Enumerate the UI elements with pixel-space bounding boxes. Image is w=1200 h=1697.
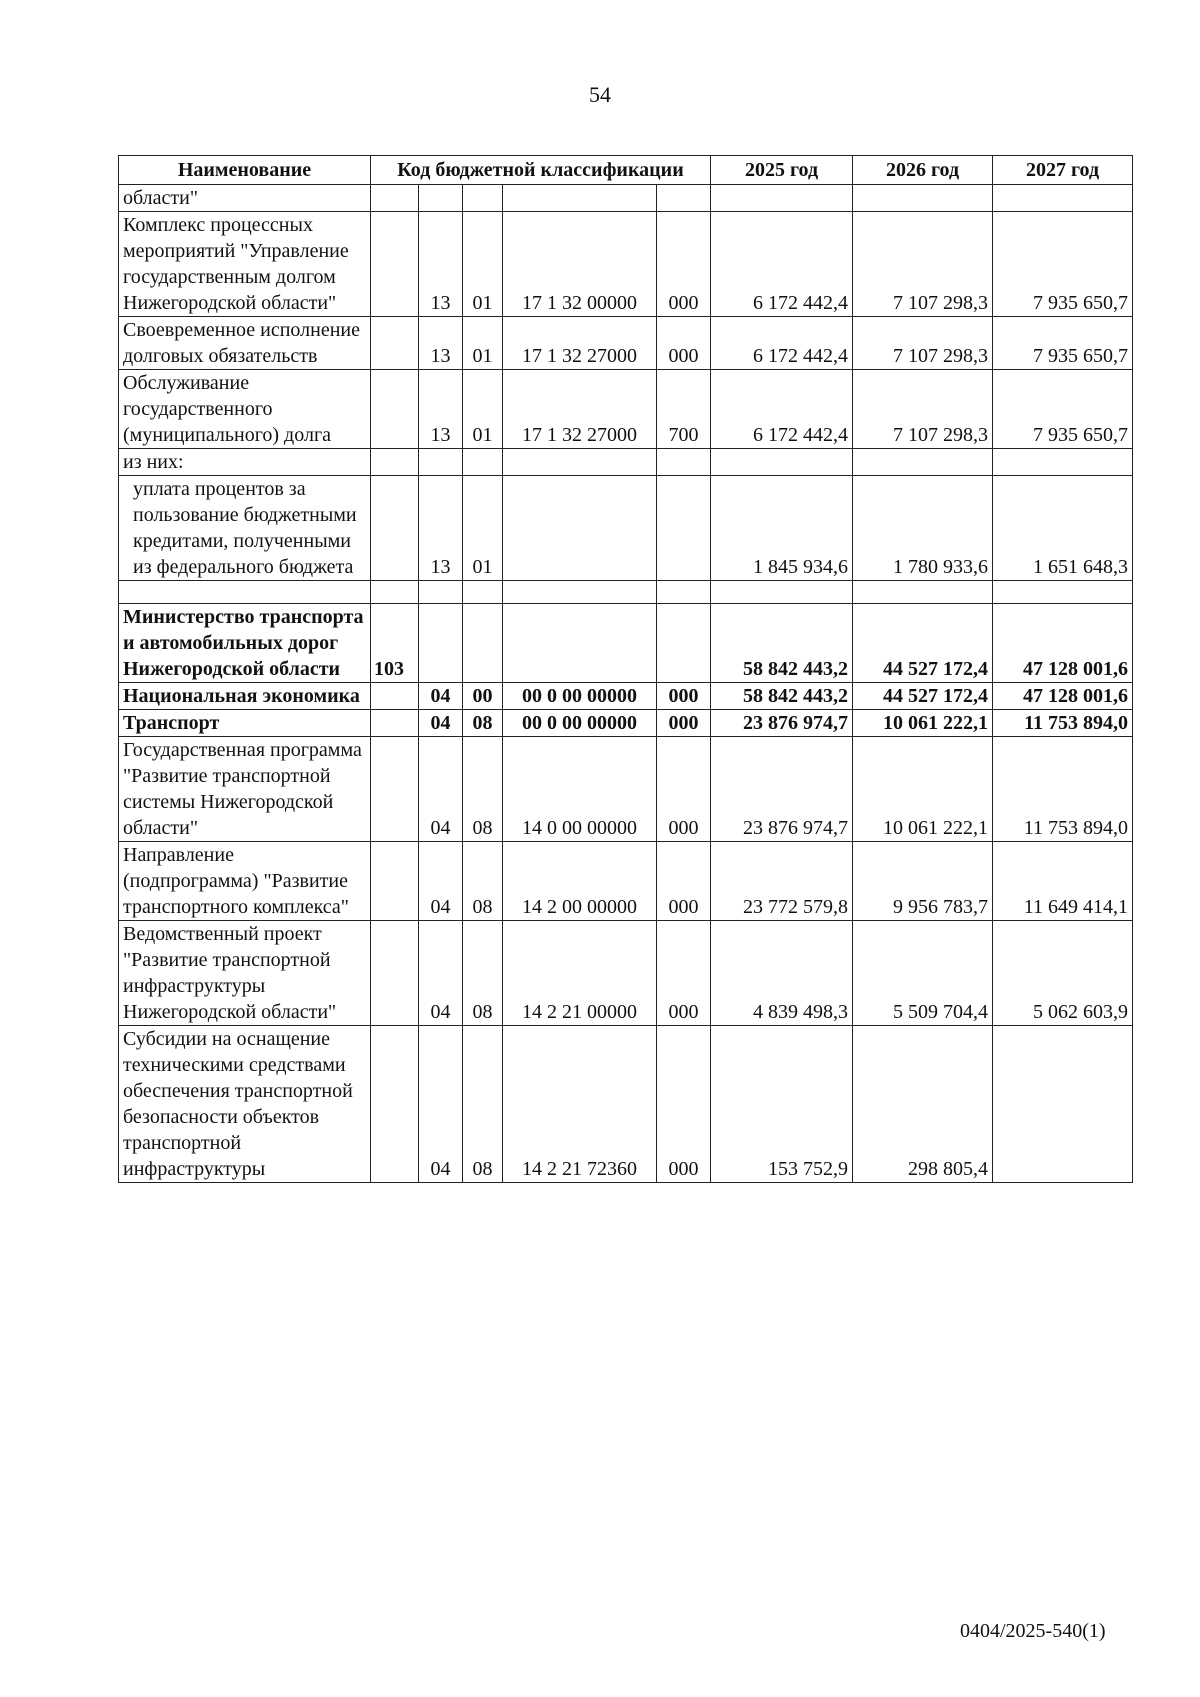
table-row [119, 370, 1133, 449]
row-2025: 23 876 974,7 [711, 710, 853, 737]
row-2026: 7 107 298,3 [853, 317, 993, 370]
row-vr: 000 [657, 842, 711, 921]
table-row [119, 449, 1133, 476]
row-vr: 000 [657, 317, 711, 370]
row-name [119, 581, 371, 604]
row-2025: 1 845 934,6 [711, 476, 853, 581]
row-pr [463, 604, 503, 683]
row-vr [657, 604, 711, 683]
row-2026: 5 509 704,4 [853, 921, 993, 1026]
row-2027: 47 128 001,6 [993, 604, 1133, 683]
row-pr: 08 [463, 1026, 503, 1183]
row-2027: 1 651 648,3 [993, 476, 1133, 581]
row-ved [371, 581, 419, 604]
row-vr: 000 [657, 212, 711, 317]
row-name: Министерство транспорта и автомобильных дорог Нижегородской области [119, 604, 371, 683]
row-2027: 7 935 650,7 [993, 317, 1133, 370]
row-rz [419, 604, 463, 683]
row-ved [371, 476, 419, 581]
row-name: Государственная программа "Развитие транспортной системы Нижегородской области" [119, 737, 371, 842]
row-ved [371, 683, 419, 710]
table-row-ministry [119, 604, 1133, 683]
row-rz: 13 [419, 212, 463, 317]
row-rz [419, 449, 463, 476]
row-ved [371, 737, 419, 842]
table-row-section [119, 683, 1133, 710]
header-2026: 2026 год [853, 156, 993, 185]
row-2025 [711, 449, 853, 476]
row-pr: 08 [463, 710, 503, 737]
row-2027 [993, 581, 1133, 604]
row-2026: 9 956 783,7 [853, 842, 993, 921]
row-pr: 08 [463, 737, 503, 842]
row-rz: 04 [419, 842, 463, 921]
table-row [119, 1026, 1133, 1183]
row-2025: 4 839 498,3 [711, 921, 853, 1026]
row-2026 [853, 449, 993, 476]
row-2026: 44 527 172,4 [853, 604, 993, 683]
row-2027: 11 753 894,0 [993, 710, 1133, 737]
row-name: Субсидии на оснащение техническими средствами обеспечения транспортной безопасности объектов транспортной инфраструктуры [119, 1026, 371, 1183]
header-2025: 2025 год [711, 156, 853, 185]
row-vr: 000 [657, 1026, 711, 1183]
row-csr: 14 0 00 00000 [503, 737, 657, 842]
row-name: Своевременное исполнение долговых обязательств [119, 317, 371, 370]
row-pr: 01 [463, 476, 503, 581]
row-name: Ведомственный проект "Развитие транспортной инфраструктуры Нижегородской области" [119, 921, 371, 1026]
table-row [119, 842, 1133, 921]
row-rz [419, 581, 463, 604]
row-2025: 58 842 443,2 [711, 683, 853, 710]
table-row [119, 212, 1133, 317]
table-row [119, 476, 1133, 581]
row-rz: 04 [419, 921, 463, 1026]
row-2025: 6 172 442,4 [711, 370, 853, 449]
row-2027 [993, 185, 1133, 212]
row-csr [503, 185, 657, 212]
row-vr: 000 [657, 921, 711, 1026]
row-2027 [993, 1026, 1133, 1183]
row-2027: 11 753 894,0 [993, 737, 1133, 842]
table-row [119, 737, 1133, 842]
row-2025: 6 172 442,4 [711, 212, 853, 317]
row-ved [371, 1026, 419, 1183]
row-2026 [853, 581, 993, 604]
row-name: Комплекс процессных мероприятий "Управление государственным долгом Нижегородской области" [119, 212, 371, 317]
row-2025 [711, 581, 853, 604]
header-code: Код бюджетной классификации [371, 156, 711, 185]
row-csr [503, 449, 657, 476]
row-name: Национальная экономика [119, 683, 371, 710]
row-pr [463, 581, 503, 604]
row-vr: 700 [657, 370, 711, 449]
row-2025: 23 772 579,8 [711, 842, 853, 921]
row-2027: 7 935 650,7 [993, 370, 1133, 449]
row-rz: 04 [419, 1026, 463, 1183]
table-row [119, 317, 1133, 370]
row-2025: 153 752,9 [711, 1026, 853, 1183]
row-vr: 000 [657, 683, 711, 710]
budget-table [118, 155, 1133, 1183]
row-rz: 13 [419, 317, 463, 370]
row-2026: 10 061 222,1 [853, 737, 993, 842]
row-csr: 14 2 21 00000 [503, 921, 657, 1026]
table-row [119, 921, 1133, 1026]
row-csr: 14 2 00 00000 [503, 842, 657, 921]
row-name: Обслуживание государственного (муниципального) долга [119, 370, 371, 449]
row-2025: 6 172 442,4 [711, 317, 853, 370]
row-csr [503, 604, 657, 683]
row-vr: 000 [657, 710, 711, 737]
row-csr: 14 2 21 72360 [503, 1026, 657, 1183]
row-2026 [853, 185, 993, 212]
row-csr: 17 1 32 00000 [503, 212, 657, 317]
row-ved [371, 317, 419, 370]
table-row [119, 185, 1133, 212]
row-ved [371, 921, 419, 1026]
page-number: 54 [589, 82, 611, 107]
row-rz: 04 [419, 683, 463, 710]
row-rz: 04 [419, 737, 463, 842]
row-pr: 00 [463, 683, 503, 710]
row-name: области" [119, 185, 371, 212]
row-pr: 08 [463, 842, 503, 921]
row-vr [657, 581, 711, 604]
row-vr [657, 449, 711, 476]
row-pr: 01 [463, 317, 503, 370]
row-ved [371, 370, 419, 449]
row-name: уплата процентов за пользование бюджетными кредитами, полученными из федерального бюджета [119, 476, 371, 581]
row-pr: 08 [463, 921, 503, 1026]
row-ved: 103 [371, 604, 419, 683]
row-rz: 04 [419, 710, 463, 737]
row-ved [371, 185, 419, 212]
header-name: Наименование [119, 156, 371, 185]
row-pr [463, 185, 503, 212]
row-csr [503, 581, 657, 604]
row-name: Транспорт [119, 710, 371, 737]
row-ved [371, 212, 419, 317]
row-csr: 00 0 00 00000 [503, 683, 657, 710]
row-rz: 13 [419, 370, 463, 449]
table-row-subsection [119, 710, 1133, 737]
row-2026: 7 107 298,3 [853, 212, 993, 317]
row-name: из них: [119, 449, 371, 476]
row-rz [419, 185, 463, 212]
row-2027: 7 935 650,7 [993, 212, 1133, 317]
row-2025: 58 842 443,2 [711, 604, 853, 683]
row-vr [657, 185, 711, 212]
row-csr: 17 1 32 27000 [503, 317, 657, 370]
row-vr [657, 476, 711, 581]
row-ved [371, 842, 419, 921]
row-pr: 01 [463, 212, 503, 317]
table-header-row [119, 156, 1133, 185]
row-2027: 5 062 603,9 [993, 921, 1133, 1026]
row-ved [371, 449, 419, 476]
row-vr: 000 [657, 737, 711, 842]
row-pr [463, 449, 503, 476]
row-2027 [993, 449, 1133, 476]
row-pr: 01 [463, 370, 503, 449]
row-2026: 298 805,4 [853, 1026, 993, 1183]
row-2026: 44 527 172,4 [853, 683, 993, 710]
document-code: 0404/2025-540(1) [960, 1620, 1106, 1642]
row-2026: 1 780 933,6 [853, 476, 993, 581]
row-ved [371, 710, 419, 737]
row-csr [503, 476, 657, 581]
table-row-spacer [119, 581, 1133, 604]
row-rz: 13 [419, 476, 463, 581]
row-2026: 7 107 298,3 [853, 370, 993, 449]
header-2027: 2027 год [993, 156, 1133, 185]
row-csr: 17 1 32 27000 [503, 370, 657, 449]
row-2027: 11 649 414,1 [993, 842, 1133, 921]
row-csr: 00 0 00 00000 [503, 710, 657, 737]
row-2026: 10 061 222,1 [853, 710, 993, 737]
row-name: Направление (подпрограмма) "Развитие транспортного комплекса" [119, 842, 371, 921]
row-2025: 23 876 974,7 [711, 737, 853, 842]
row-2025 [711, 185, 853, 212]
row-2027: 47 128 001,6 [993, 683, 1133, 710]
